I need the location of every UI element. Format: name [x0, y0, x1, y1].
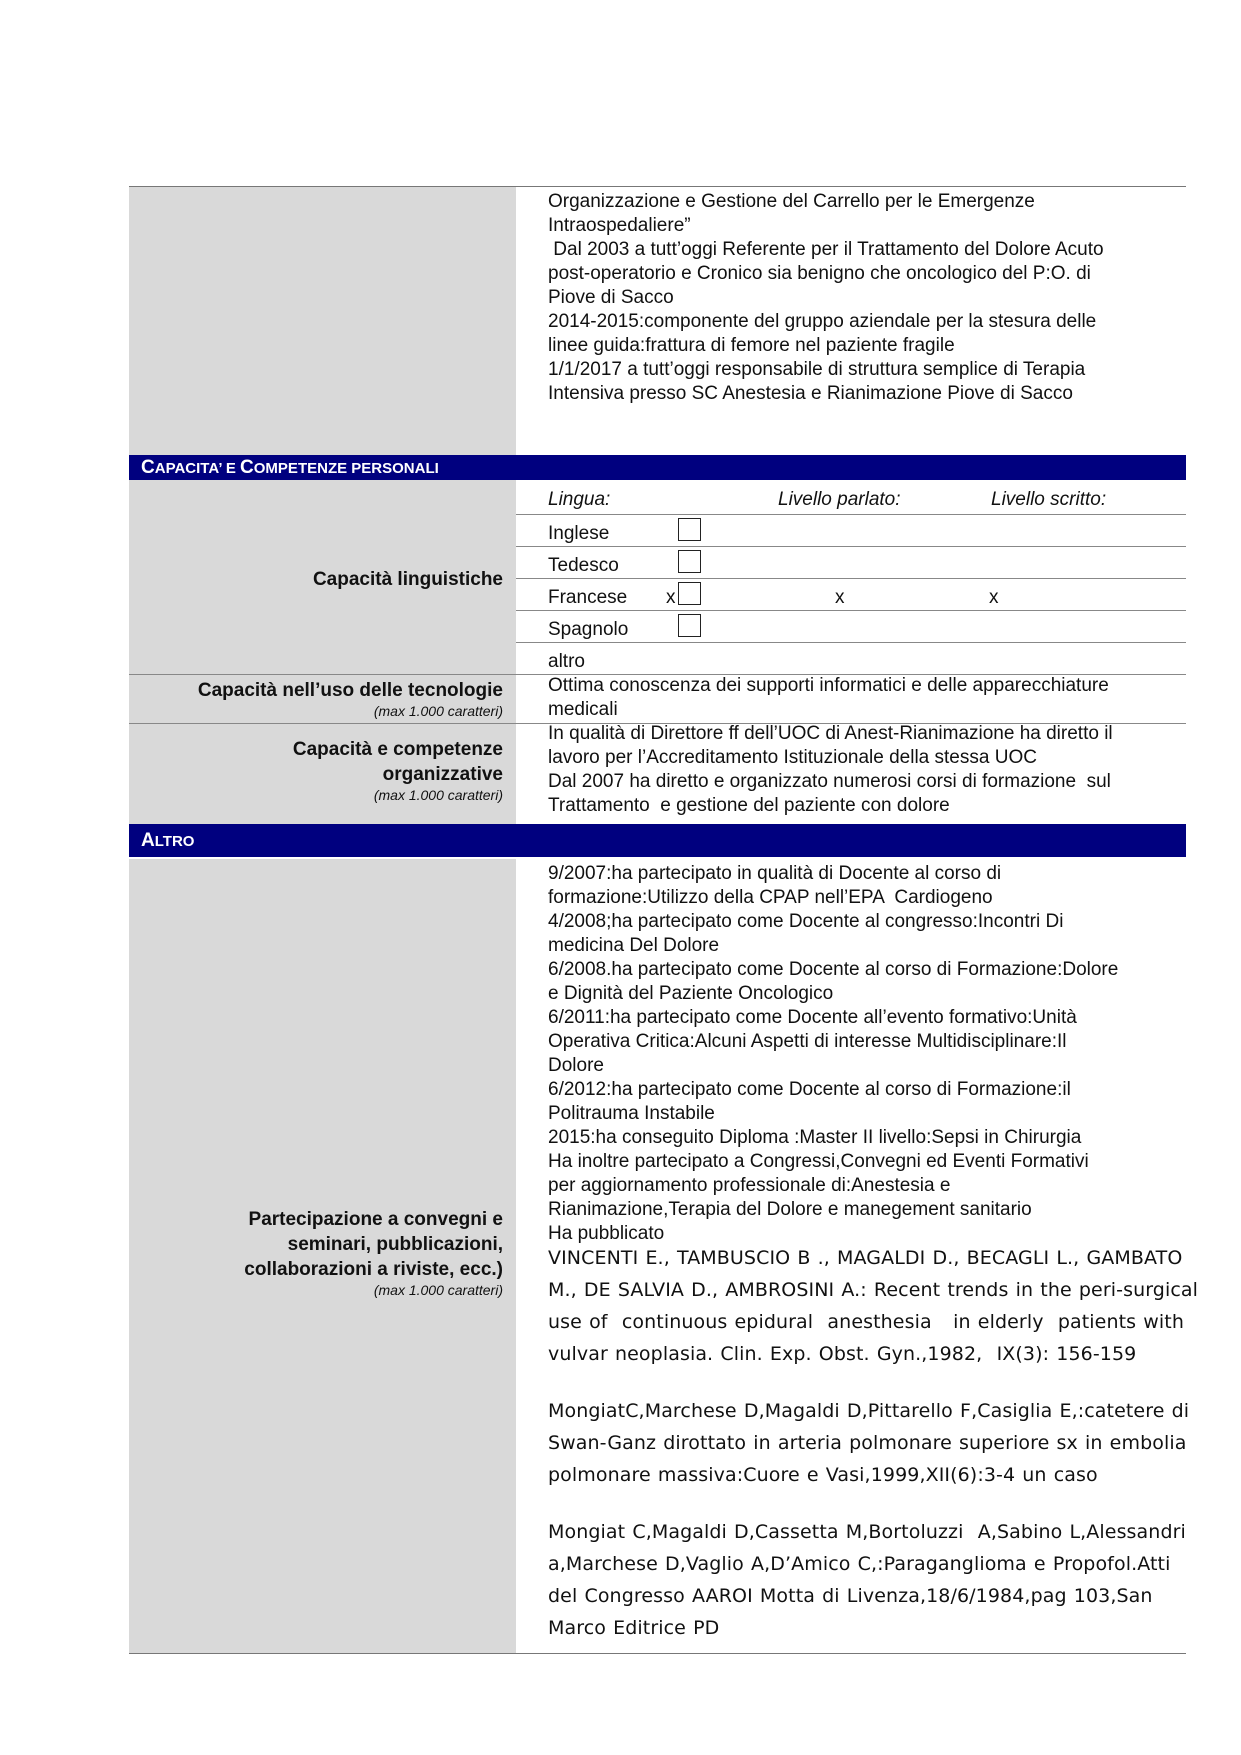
text-line: Ha inoltre partecipato a Congressi,Convegni ed Eventi Formativi	[548, 1151, 1089, 1172]
text-line: per aggiornamento professionale di:Anestesia e	[548, 1175, 951, 1196]
text-line: 6/2008.ha partecipato come Docente al corso di Formazione:Dolore	[548, 959, 1119, 980]
row-divider	[516, 578, 1186, 579]
sublabel-organizzative: (max 1.000 caratteri)	[373, 787, 503, 803]
language-checkbox-francese[interactable]	[678, 582, 701, 605]
text-line: 4/2008;ha partecipato come Docente al congresso:Incontri Di	[548, 911, 1064, 932]
text-line: 6/2012:ha partecipato come Docente al corso di Formazione:il	[548, 1079, 1071, 1100]
label-capacita-linguistiche: Capacità linguistiche	[312, 569, 503, 590]
section-title-c1: C	[141, 457, 155, 478]
section-title-part2: OMPETENZE PERSONALI	[253, 460, 439, 477]
text-line: Dolore	[548, 1055, 604, 1076]
livello-scritto-value: x	[989, 587, 999, 608]
table-bottom-rule	[129, 1653, 1186, 1654]
livello-parlato-value: x	[835, 587, 845, 608]
text-line: 6/2011:ha partecipato come Docente all’evento formativo:Unità	[548, 1007, 1077, 1028]
text-line: Piove di Sacco	[548, 287, 674, 308]
publication-line: MongiatC,Marchese D,Magaldi D,Pittarello F,Casiglia E,:catetere di	[548, 1400, 1190, 1422]
publication-line: del Congresso AAROI Motta di Livenza,18/6/1984,pag 103,San	[548, 1585, 1153, 1607]
section-title-ltro: LTRO	[154, 833, 195, 850]
sublabel-tecnologie: (max 1.000 caratteri)	[373, 703, 503, 719]
text-line: medicali	[548, 699, 618, 720]
text-line: Ottima conoscenza dei supporti informatici e delle apparecchiature	[548, 675, 1109, 696]
label-organizzative-2: organizzative	[382, 764, 503, 785]
text-line: e Dignità del Paziente Oncologico	[548, 983, 834, 1004]
text-line: Rianimazione,Terapia del Dolore e manegement sanitario	[548, 1199, 1032, 1220]
text-line: Operativa Critica:Alcuni Aspetti di interesse Multidisciplinare:Il	[548, 1031, 1067, 1052]
language-name: Francese	[548, 587, 628, 608]
language-altro: altro	[548, 651, 585, 672]
text-line: 2014-2015:componente del gruppo aziendale per la stesura delle	[548, 311, 1097, 332]
text-line: 9/2007:ha partecipato in qualità di Docente al corso di	[548, 863, 1002, 884]
header-lingua: Lingua:	[548, 489, 611, 510]
label-organizzative-1: Capacità e competenze	[292, 739, 503, 760]
text-line: Trattamento e gestione del paziente con dolore	[548, 795, 950, 816]
text-line: Intraospedaliere”	[548, 215, 691, 236]
text-line: 2015:ha conseguito Diploma :Master II livello:Sepsi in Chirurgia	[548, 1127, 1082, 1148]
publication-line: a,Marchese D,Vaglio A,D’Amico C,:Paraganglioma e Propofol.Atti	[548, 1553, 1171, 1575]
publication-line: Mongiat C,Magaldi D,Cassetta M,Bortoluzzi A,Sabino L,Alessandri	[548, 1521, 1186, 1543]
header-livello-scritto: Livello scritto:	[991, 489, 1107, 510]
header-livello-parlato: Livello parlato:	[778, 489, 901, 510]
text-line: linee guida:frattura di femore nel paziente fragile	[548, 335, 955, 356]
label-partecipazione-3: collaborazioni a riviste, ecc.)	[244, 1259, 503, 1280]
language-name: Spagnolo	[548, 619, 629, 640]
section-title-c2: C	[240, 457, 254, 478]
publication-line: polmonare massiva:Cuore e Vasi,1999,XII(6):3-4 un caso	[548, 1464, 1098, 1486]
language-checkbox-inglese[interactable]	[678, 518, 701, 541]
label-partecipazione-1: Partecipazione a convegni e	[248, 1209, 503, 1230]
text-line: Politrauma Instabile	[548, 1103, 715, 1124]
text-line: Intensiva presso SC Anestesia e Rianimazione Piove di Sacco	[548, 383, 1073, 404]
text-line: formazione:Utilizzo della CPAP nell’EPA Cardiogeno	[548, 887, 993, 908]
publication-line: vulvar neoplasia. Clin. Exp. Obst. Gyn.,1982, IX(3): 156-159	[548, 1343, 1137, 1365]
text-line: Dal 2007 ha diretto e organizzato numerosi corsi di formazione sul	[548, 771, 1111, 792]
text-line: Ha pubblicato	[548, 1223, 665, 1244]
text-line: medicina Del Dolore	[548, 935, 720, 956]
row-divider	[516, 610, 1186, 611]
publication-line: Swan-Ganz dirottato in arteria polmonare superiore sx in embolia	[548, 1432, 1187, 1454]
label-partecipazione-2: seminari, pubblicazioni,	[287, 1234, 503, 1255]
language-name: Tedesco	[548, 555, 619, 576]
publication-line: use of continuous epidural anesthesia in elderly patients with	[548, 1311, 1184, 1333]
sublabel-partecipazione: (max 1.000 caratteri)	[373, 1282, 503, 1298]
text-line: In qualità di Direttore ff dell’UOC di Anest-Rianimazione ha diretto il	[548, 723, 1113, 744]
text-line: lavoro per l’Accreditamento Istituzionale della stessa UOC	[548, 747, 1037, 768]
section-header-altro	[129, 824, 1186, 857]
text-line: Organizzazione e Gestione del Carrello per le Emergenze	[548, 191, 1035, 212]
language-checkbox-spagnolo[interactable]	[678, 614, 701, 637]
section-title-part1: APACITA’ E	[154, 460, 241, 477]
row-divider	[516, 546, 1186, 547]
publication-line: VINCENTI E., TAMBUSCIO B ., MAGALDI D., BECAGLI L., GAMBATO	[548, 1247, 1183, 1269]
language-name: Inglese	[548, 523, 610, 544]
text-line: Dal 2003 a tutt’oggi Referente per il Trattamento del Dolore Acuto	[548, 239, 1104, 260]
publication-line: Marco Editrice PD	[548, 1617, 720, 1639]
section-title-a: A	[141, 830, 155, 851]
row-divider	[516, 514, 1186, 515]
text-line: post-operatorio e Cronico sia benigno che oncologico del P:O. di	[548, 263, 1091, 284]
language-mark: x	[666, 587, 676, 608]
left-column-top	[129, 187, 516, 455]
row-divider	[516, 642, 1186, 643]
language-checkbox-tedesco[interactable]	[678, 550, 701, 573]
publication-line: M., DE SALVIA D., AMBROSINI A.: Recent trends in the peri-surgical	[548, 1279, 1199, 1301]
section-header-capacita	[129, 455, 1186, 480]
label-tecnologie: Capacità nell’uso delle tecnologie	[197, 680, 503, 701]
text-line: 1/1/2017 a tutt’oggi responsabile di struttura semplice di Terapia	[548, 359, 1086, 380]
